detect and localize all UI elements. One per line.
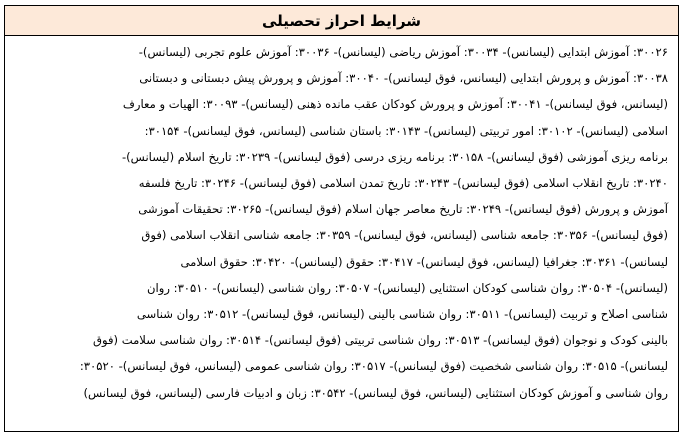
- text-line-2: ۳۰۰۳۸: آموزش و پرورش ابتدایی (لیسانس، فوق لیسانس)- ۳۰۰۴۰: آموزش و پرورش پیش دبستانی و دبستانی: [139, 71, 668, 86]
- text-line-7: آموزش و پرورش (فوق لیسانس)- ۳۰۲۴۹: تاریخ معاصر جهان اسلام (فوق لیسانس)- ۳۰۲۶۵: تحقیقات آموزشی: [138, 202, 668, 217]
- text-line-4: اسلامی (لیسانس)- ۳۰۱۰۲: امور تربیتی (لیسانس)- ۳۰۱۴۳: باستان شناسی (لیسانس، فوق لیسانس)- ۳۰۱۵۴:: [144, 123, 668, 138]
- table-header: شرایط احراز تحصیلی: [5, 6, 678, 36]
- text-line-8: (فوق لیسانس)- ۳۰۳۵۶: جامعه شناسی (لیسانس، فوق لیسانس)- ۳۰۳۵۹: جامعه شناسی انقلاب اسلامی (فوق: [141, 228, 668, 243]
- table-body: [5, 36, 678, 406]
- text-line-9: لیسانس)- ۳۰۳۶۱: جغرافیا (لیسانس، فوق لیسانس)- ۳۰۴۱۷: حقوق (لیسانس)- ۳۰۴۲۰: حقوق اسلامی: [180, 254, 668, 269]
- text-line-5: برنامه ریزی آموزشی (فوق لیسانس)- ۳۰۱۵۸: برنامه ریزی درسی (فوق لیسانس)- ۳۰۲۳۹: تاریخ اسلام (لیسانس)-: [121, 149, 668, 164]
- requirements-table: [4, 5, 679, 432]
- text-line-12: بالینی کودک و نوجوان (فوق لیسانس)- ۳۰۵۱۳: روان شناسی تربیتی (فوق لیسانس)- ۳۰۵۱۴: روان شناسی سلامت (فوق: [92, 333, 668, 348]
- text-line-14: روان شناسی و آموزش کودکان استثنایی (لیسانس، فوق لیسانس)- ۳۰۵۴۲: زبان و ادبیات فارسی (لیسانس، فوق لیسانس): [83, 385, 668, 400]
- text-line-10: (لیسانس)- ۳۰۵۰۴: روان شناسی کودکان استثنایی (لیسانس)- ۳۰۵۰۷: روان شناسی (لیسانس)- ۳۰۵۱۰: روان: [147, 280, 668, 295]
- text-line-11: شناسی اصلاح و تربیت (لیسانس)- ۳۰۵۱۱: روان شناسی بالینی (لیسانس، فوق لیسانس)- ۳۰۵۱۲: روان شناسی: [136, 307, 668, 322]
- text-line-1: ۳۰۰۲۶: آموزش ابتدایی (لیسانس)- ۳۰۰۳۴: آموزش ریاضی (لیسانس)- ۳۰۰۳۶: آموزش علوم تجربی (لیسانس)-: [138, 45, 668, 59]
- text-line-3: (لیسانس، فوق لیسانس)- ۳۰۰۴۱: آموزش و پرورش کودکان عقب مانده ذهنی (لیسانس)- ۳۰۰۹۳: الهیات و معارف: [122, 97, 668, 112]
- text-line-6: ۳۰۲۴۰: تاریخ انقلاب اسلامی (فوق لیسانس)- ۳۰۲۴۳: تاریخ تمدن اسلامی (فوق لیسانس)- ۳۰۲۴۶: تاریخ فلسفه: [138, 176, 668, 191]
- text-line-13: لیسانس)- ۳۰۵۱۵: روان شناسی شخصیت (فوق لیسانس)- ۳۰۵۱۷: روان شناسی عمومی (لیسانس، فوق لیسانس)- ۳۰۵۲۰:: [79, 359, 668, 374]
